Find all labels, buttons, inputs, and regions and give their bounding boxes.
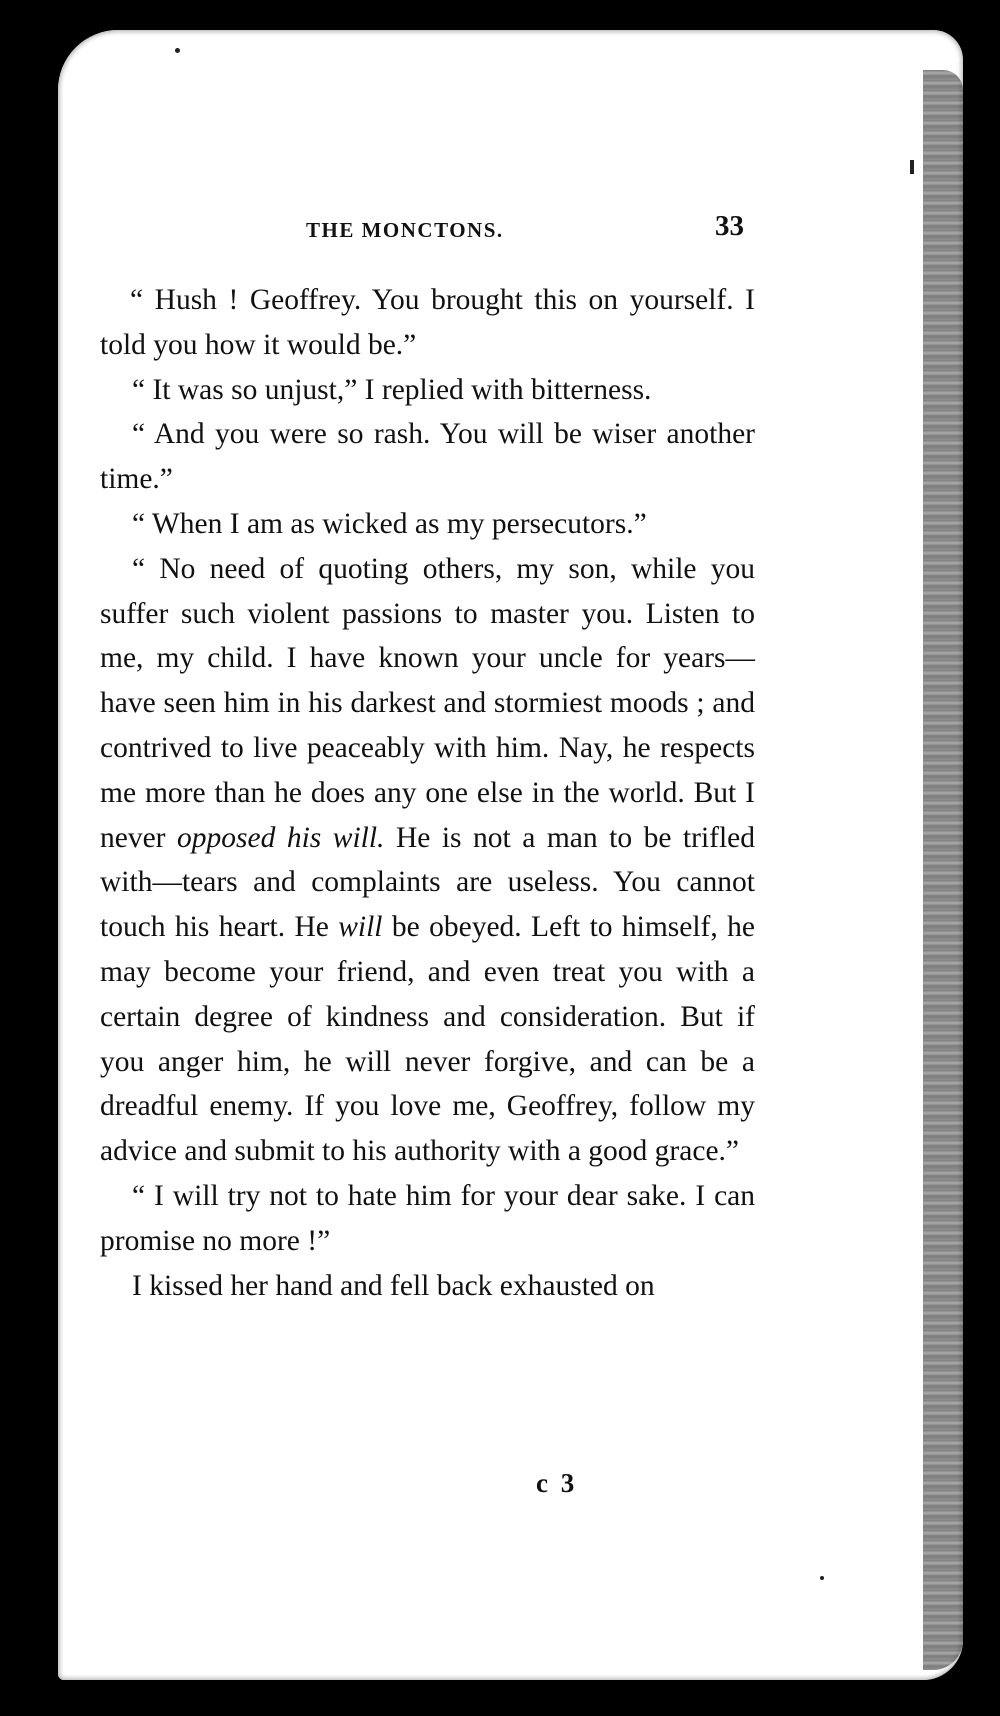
- text-run: I kissed her hand and fell back exhausted on: [132, 1269, 655, 1302]
- text-run: “ No need of quoting others, my son, while you suffer such violent passions to master you. Listen to me, my child. I have known your uncle for years—have seen him in his darkest and stormiest moods ; and contrived to live peaceably with him. Nay, he respects me more than he does any one else in the world. But I never: [100, 552, 755, 854]
- paragraph: [100, 1174, 755, 1264]
- text-run: “ It was so unjust,” I replied with bitterness.: [132, 373, 652, 406]
- text-run: He is not a man to be trifled with—tears and complaints are useless. You cannot touch his heart. He: [100, 821, 756, 944]
- paragraph: [100, 1264, 755, 1309]
- text-run: “ When I am as wicked as my persecutors.”: [132, 507, 647, 540]
- speck: [820, 1576, 824, 1580]
- text-run: “ I will try not to hate him for your dear sake. I can promise no more !”: [100, 1179, 755, 1257]
- speck: [175, 48, 180, 53]
- paragraph: [100, 547, 755, 1174]
- italic-text: will: [338, 911, 383, 944]
- page-number: 33: [715, 210, 744, 242]
- paragraph: [100, 278, 755, 368]
- speck: [910, 160, 914, 174]
- text-run: “ And you were so rash. You will be wiser another time.”: [100, 418, 755, 496]
- italic-text: opposed his will.: [177, 821, 385, 854]
- paragraph: [100, 368, 755, 413]
- running-head: THE MONCTONS.: [306, 218, 504, 242]
- text-run: be obeyed. Left to himself, he may become your friend, and even treat you with a certain degree of kindness and consideration. But if you anger him, he will never forgive, and can be a dreadful enemy. If you love me, Geoffrey, follow my advice and submit to his authority with a good grace.”: [100, 911, 755, 1168]
- signature-mark: c 3: [536, 1468, 578, 1498]
- paragraph: [100, 502, 755, 547]
- body-text: [100, 278, 755, 1308]
- paragraph: [100, 412, 755, 502]
- page-edge-shadow: [923, 70, 963, 1670]
- text-run: “ Hush ! Geoffrey. You brought this on yourself. I told you how it would be.”: [100, 284, 755, 361]
